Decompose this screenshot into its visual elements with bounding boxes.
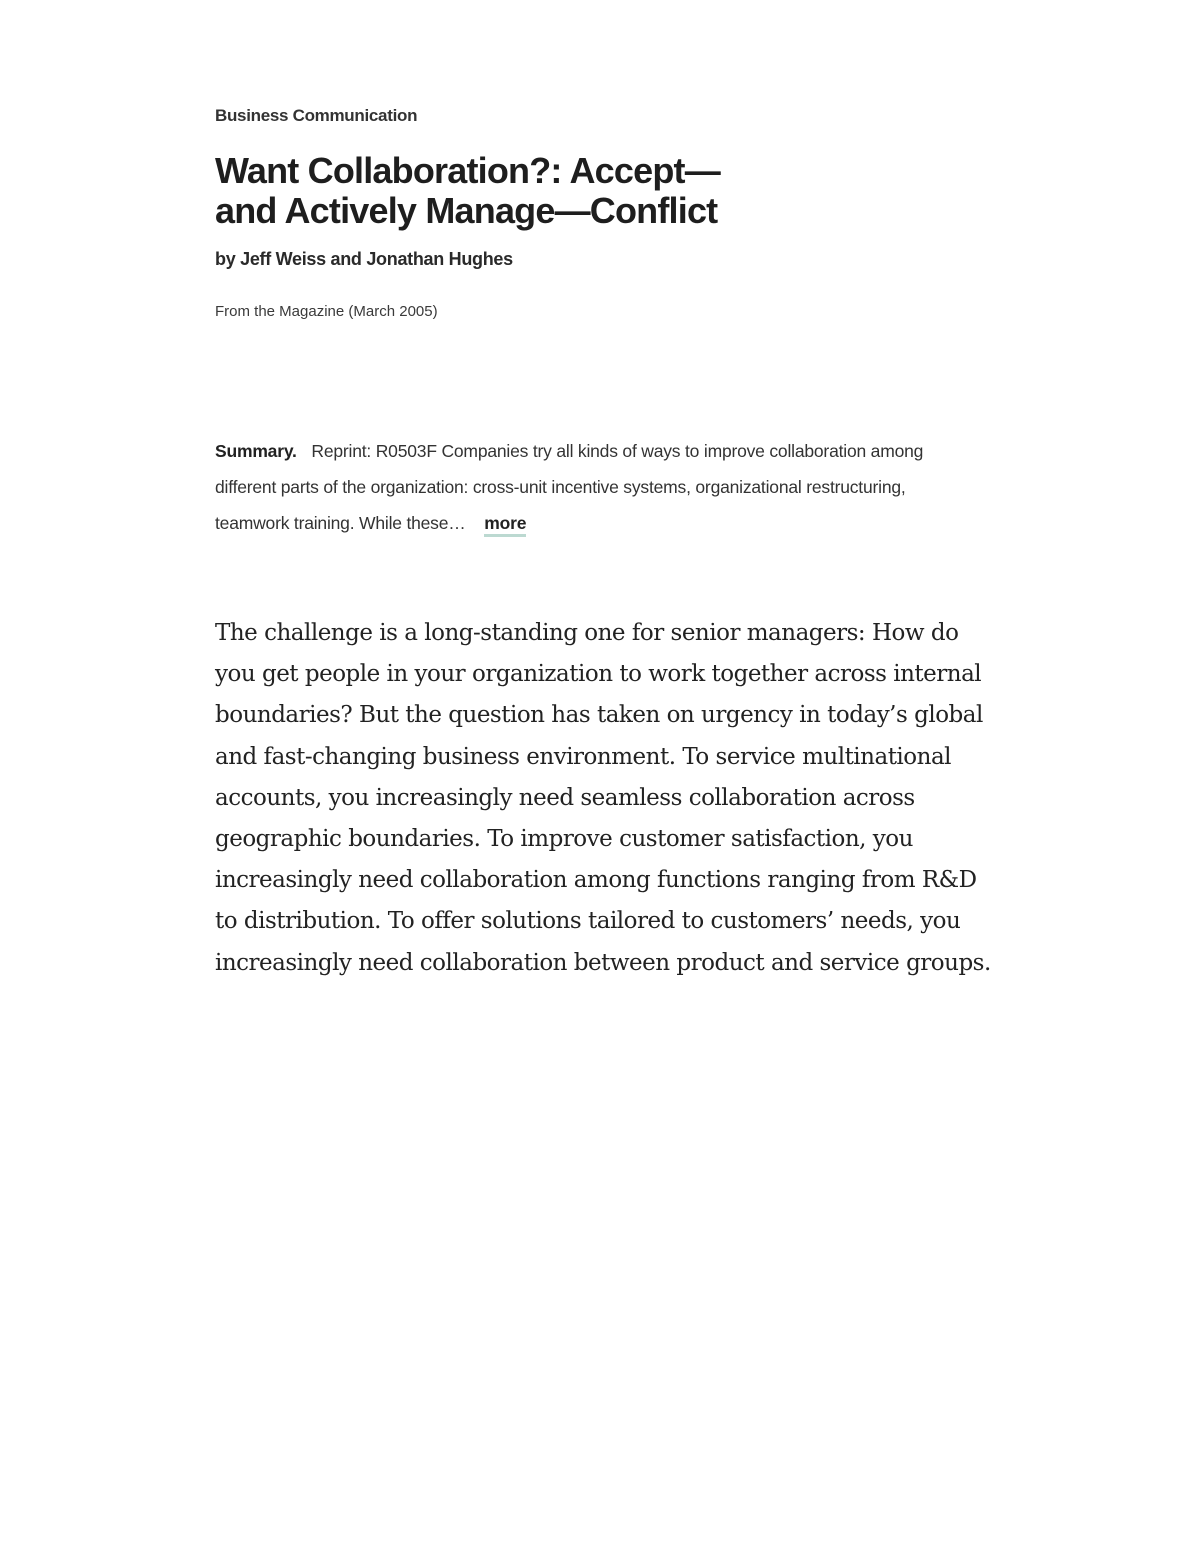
summary-block (215, 433, 955, 541)
summary-more-link[interactable]: more (484, 513, 526, 537)
topic-link[interactable]: Business Communication (215, 106, 418, 125)
byline-prefix: by (215, 249, 236, 269)
byline (215, 249, 513, 270)
publication-source: From the Magazine (March 2005) (215, 303, 438, 320)
article-title (215, 151, 855, 231)
article-body-paragraph: The challenge is a long-standing one for senior managers: How do you get people in your organization to work together across internal boundaries? But the question has taken on urgency in today’s global and fast-changing business environment. To service multinational accounts, you increasingly need seamless collaboration across geographic boundaries. To improve customer satisfaction, you increasingly need collaboration among functions ranging from R&D to distribution. To offer solutions tailored to customers’ needs, you increasingly need collaboration between product and service groups. (215, 620, 991, 976)
author-link-jonathan-hughes[interactable]: Jonathan Hughes (366, 249, 513, 269)
summary-text: Reprint: R0503F Companies try all kinds of ways to improve collaboration among different parts of the organization: cross-unit incentive systems, organizational restructuring, teamwork training. While these… (215, 441, 924, 533)
author-link-jeff-weiss[interactable]: Jeff Weiss (240, 249, 326, 269)
summary-label: Summary. (215, 441, 297, 461)
byline-and: and (330, 249, 362, 269)
title-line-2: and Actively Manage—Conflict (215, 190, 718, 231)
title-line-1: Want Collaboration?: Accept— (215, 150, 720, 191)
